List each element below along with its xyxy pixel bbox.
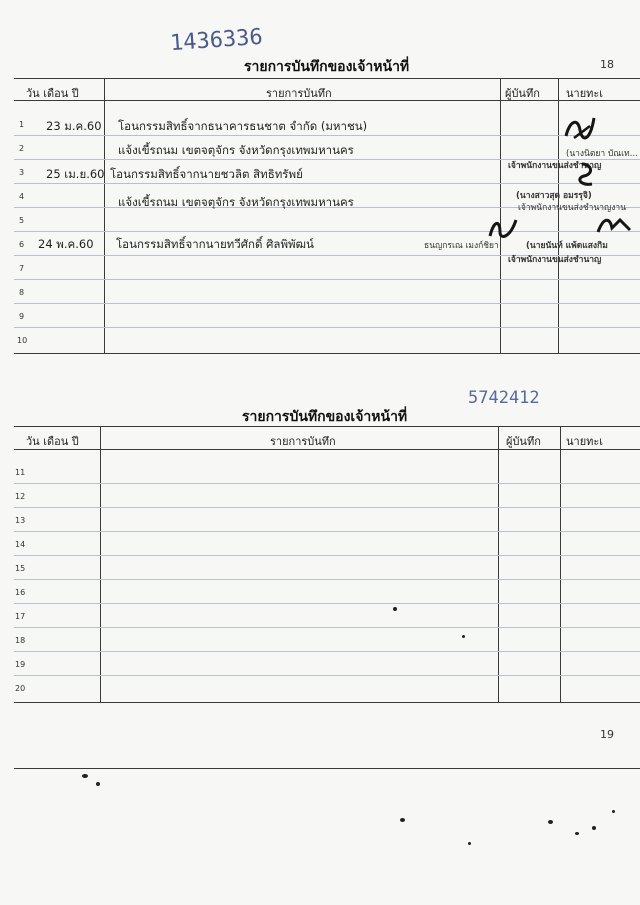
row-number: 14 <box>15 540 26 549</box>
scan-speck <box>575 832 579 835</box>
row-number: 5 <box>19 216 25 225</box>
stamp-role-3: เจ้าพนักงานขนส่งชำนาญ <box>508 255 602 265</box>
ruling-line <box>14 579 640 580</box>
row-number: 12 <box>15 492 26 501</box>
col-header-date: วัน เดือน ปี <box>26 87 79 100</box>
entry-date: 23 ม.ค.60 <box>46 119 102 133</box>
row-number: 20 <box>15 684 26 693</box>
ruling-line <box>14 531 640 532</box>
entry-text: โอนกรรมสิทธิ์จากนายชวลิต สิทธิทรัพย์ <box>110 167 303 181</box>
ruling-line <box>14 603 640 604</box>
ruling-line <box>14 507 640 508</box>
scan-speck <box>592 826 596 830</box>
row-number: 8 <box>19 288 25 297</box>
ruling-line <box>14 183 640 184</box>
row-number: 7 <box>19 264 25 273</box>
row-number: 18 <box>15 636 26 645</box>
scan-speck <box>393 607 397 611</box>
ruling-line <box>14 327 640 328</box>
entry-date: 24 พ.ค.60 <box>38 237 94 251</box>
signature-4 <box>594 214 634 238</box>
ruling-line <box>14 279 640 280</box>
col-header-date: วัน เดือน ปี <box>26 435 79 448</box>
row-number: 11 <box>15 468 26 477</box>
row-number: 17 <box>15 612 26 621</box>
scan-speck <box>548 820 553 824</box>
handwritten-number-mid: 5742412 <box>468 388 540 408</box>
table-top-border <box>14 78 640 79</box>
row-number: 13 <box>15 516 26 525</box>
stamp-name-2: (นางสาวสุด อมรรุจิ) <box>516 191 592 201</box>
ruling-line <box>14 627 640 628</box>
col-divider-recorder <box>560 426 561 702</box>
page-title-bottom: รายการบันทึกของเจ้าหน้าที่ <box>242 409 408 425</box>
col-header-entry: รายการบันทึก <box>270 435 336 448</box>
ruling-line <box>14 231 640 232</box>
ruling-line <box>14 483 640 484</box>
row-number: 19 <box>15 660 26 669</box>
row-number: 10 <box>17 336 28 345</box>
ruling-line <box>14 303 640 304</box>
table-top-border <box>14 426 640 427</box>
stamp-role-2: เจ้าพนักงานขนส่งชำนาญงาน <box>518 203 627 213</box>
footer-rule <box>14 768 640 769</box>
page-number-top: 18 <box>600 58 614 71</box>
col-divider-date <box>104 78 105 353</box>
scan-speck <box>82 774 88 778</box>
handwritten-number-top: 1436336 <box>169 24 264 57</box>
entry-text: แจ้งเขี้รถนม เขตจตุจักร จังหวัดกรุงเทพมหานคร <box>118 143 354 157</box>
entry-text: โอนกรรมสิทธิ์จากนายทวีศักดิ์ ศิลพิพัฒน์ <box>116 237 314 251</box>
row-number: 4 <box>19 192 25 201</box>
ruling-line <box>14 675 640 676</box>
row-number: 9 <box>19 312 25 321</box>
row-number: 3 <box>19 168 25 177</box>
page-title-top: รายการบันทึกของเจ้าหน้าที่ <box>244 59 410 75</box>
stamp-recorder-3: ธนญกรเณ เมงก์ชิยา <box>424 241 499 251</box>
row-number: 15 <box>15 564 26 573</box>
table-bottom-border <box>14 353 640 354</box>
row-number: 1 <box>19 120 25 129</box>
signature-1 <box>560 112 600 146</box>
row-number: 2 <box>19 144 25 153</box>
col-header-entry: รายการบันทึก <box>266 87 332 100</box>
stamp-name-3: (นายนันท์ แพ้ดแสงกิม <box>526 241 608 251</box>
row-number: 6 <box>19 240 25 249</box>
table-bottom-border <box>14 702 640 703</box>
stamp-name-1: (นางนิตยา บัณเท... <box>566 149 638 159</box>
scan-speck <box>468 842 471 845</box>
row-number: 16 <box>15 588 26 597</box>
scan-speck <box>612 810 615 813</box>
col-header-registrar: นายทะเ <box>566 87 604 100</box>
col-divider-date <box>100 426 101 702</box>
col-header-recorder: ผู้บันทึก <box>506 435 541 448</box>
col-divider-recorder <box>558 78 559 353</box>
scan-speck <box>462 635 465 638</box>
stamp-role-1: เจ้าพนักงานขนส่งชำนาญ <box>508 161 602 171</box>
signature-2 <box>572 160 600 188</box>
entry-text: โอนกรรมสิทธิ์จากธนาคารธนชาต จำกัด (มหาชน) <box>118 119 368 133</box>
col-divider-entry <box>498 426 499 702</box>
page-number-bottom: 19 <box>600 728 614 741</box>
ruling-line <box>14 555 640 556</box>
entry-date: 25 เม.ย.60 <box>46 167 105 181</box>
entry-text: แจ้งเขี้รถนม เขตจตุจักร จังหวัดกรุงเทพมหานคร <box>118 195 354 209</box>
ruling-line <box>14 651 640 652</box>
scan-speck <box>400 818 405 822</box>
col-header-recorder: ผู้บันทึก <box>505 87 540 100</box>
col-header-registrar: นายทะเ <box>566 435 604 448</box>
scan-speck <box>96 782 100 786</box>
